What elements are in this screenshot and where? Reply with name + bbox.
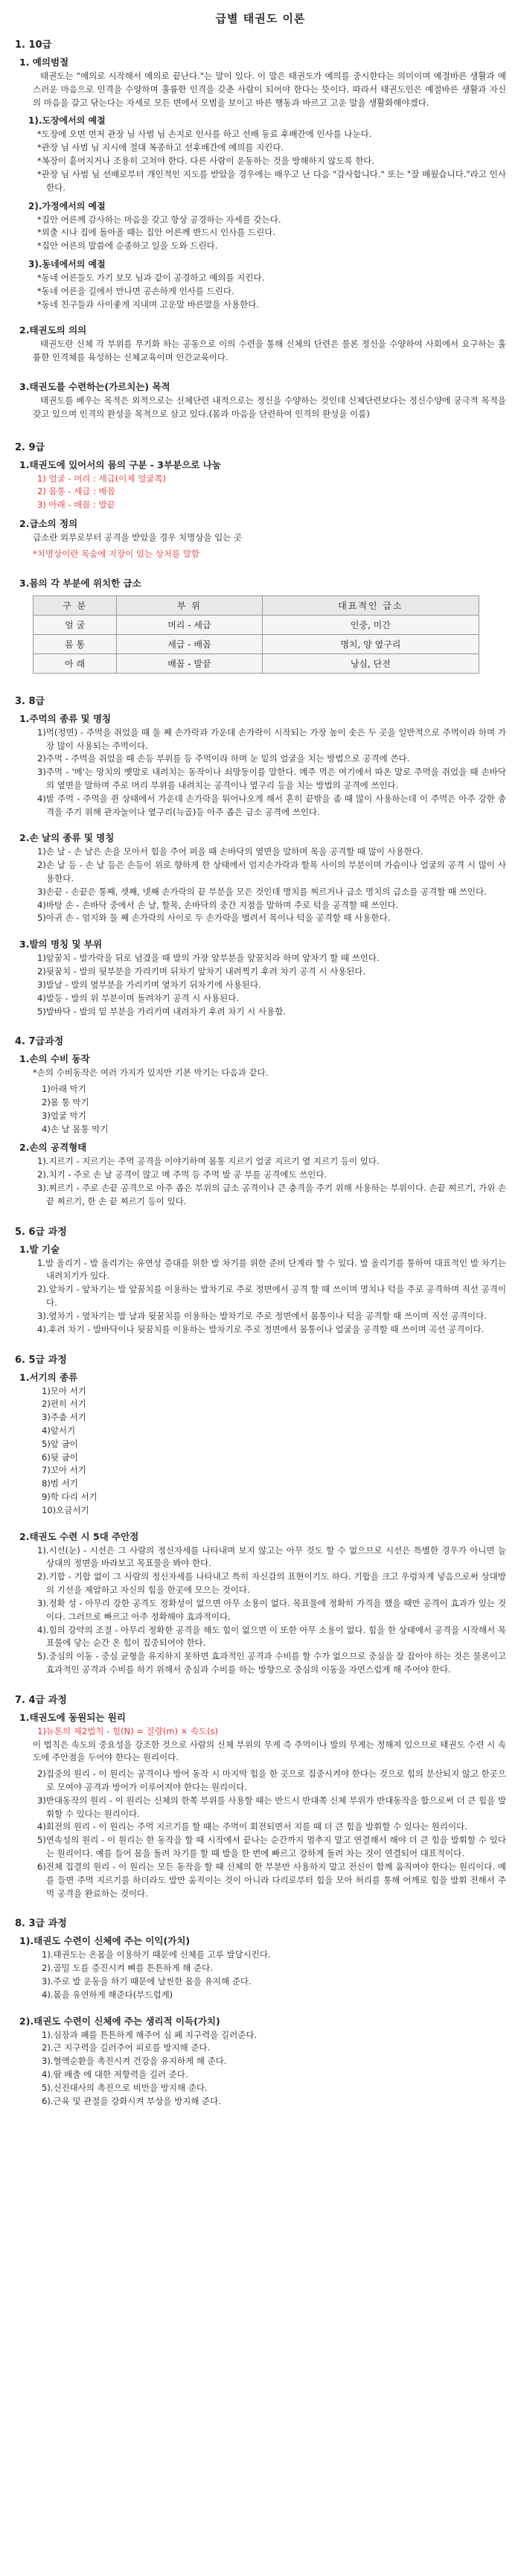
table-cell: 아 래	[33, 653, 117, 673]
subheading-home-etiquette: 2).가정에서의 예절	[28, 200, 106, 211]
subheading-neighborhood-etiquette: 3).동네에서의 예절	[28, 258, 106, 269]
table-cell: 낭심, 단전	[262, 653, 479, 673]
list-item: 4).후려 차기 - 발바닥이나 뒷꿈치를 이용하는 발차기로 주로 정면에서 몸통이나 얼굴을 공격할 때 쓰이며 곡선 공격이다.	[37, 1323, 485, 1335]
list-item: 3).혈액순환을 촉진시켜 건강을 유지하게 해 준다.	[42, 2056, 227, 2067]
subheading-dojang-etiquette: 1).도장에서의 예절	[28, 115, 106, 127]
list-item: 3)손끝 - 손끝은 통째, 셋째, 넷째 손가락의 끝 부분을 모은 것인데 명치를 찌르거나 급소 명치의 급소를 공격할 때 쓰인다.	[37, 886, 487, 897]
table-header-cell: 부 위	[117, 595, 263, 615]
list-item: 3)주춤 서기	[42, 1412, 86, 1423]
list-item: *관장 님 사범 님 지시에 절대 복종하고 선후배간에 예의를 지킨다.	[37, 142, 284, 153]
section-heading-8급: 3. 8급	[15, 695, 45, 707]
paragraph-etiquette: 태권도는 "예의로 시작해서 예의로 끝난다."는 말이 있다. 이 말은 태권도가 예의를 중시한다는 의미이며 예절바른 생활과 예스러운 마음으로 인격을 수양하며 훌륭한 인격을 갖춘 사람이 되어야 한다는 뜻이다. 따라서 태권도인은 예절바른 생활과 자신의 마음을 갈고 닦는다는 자세로 모든 면에서 모범을 보이고 바른 행동과 바르고 고운 말을 생활화해야겠다.	[33, 71, 506, 108]
paragraph-vital-note: *치명상이란 목숨에 지장이 있는 상처를 말함	[33, 548, 199, 559]
table-row	[33, 634, 479, 653]
list-item: 2)뒷꿈치 - 발의 뒷부분을 가리키며 뒤차기 앞차기 내려찍기 후려 차기 공격 시 사용된다.	[37, 966, 366, 977]
list-item: 3) 아래 - 배꼽 : 발끝	[37, 499, 115, 511]
subheading-fist-types: 1.주먹의 종류 및 명칭	[19, 712, 112, 724]
list-item: 4)손 날 몸통 막기	[42, 1123, 109, 1134]
list-item: 2)몸 통 막기	[42, 1096, 89, 1108]
list-item: 1.발 올리기 - 발 올리기는 유연성 증대를 위한 발 차기를 위한 준비 단계라 할 수 있다. 발 올리기를 통하여 대표적인 발 차기는 내려치기가 있다.	[37, 1257, 506, 1282]
subheading-hand-attack: 2.손의 공격형태	[19, 1142, 87, 1154]
list-item: 1)먹(정면) - 주먹을 쥐었을 때 둘 째 손가락과 가운데 손가락이 시작되는 가장 높이 솟은 두 곳을 일반적으로 주먹이라 하며 가장 많이 사용되는 주먹이다.	[37, 726, 506, 751]
list-item: 3).주로 발 운동을 하기 때문에 날씬한 몸을 유지해 준다.	[42, 1975, 252, 1987]
list-item: 2).골밀 도를 증진시켜 뼈를 튼튼하게 해 준다.	[42, 1963, 213, 1974]
list-item: *도장에 오면 먼저 관장 님 사범 님 손지로 인사를 하고 선배 동료 후배간에 인사를 나눈다.	[37, 129, 372, 140]
list-item: 6).근육 및 관절을 강화시켜 부상을 방지해 준다.	[42, 2095, 222, 2106]
subheading-physiological-benefits: 2).태권도 수련이 신체에 주는 생리적 이득(가치)	[19, 2015, 220, 2027]
list-item: 5)아귀 손 - 엄지와 둘 째 손가락의 사이로 두 손가락을 벌려서 목이나 턱을 공격할 때 사용한다.	[37, 913, 391, 924]
list-item: 4).땀 배출 에 대한 저항력을 길러 준다.	[42, 2069, 188, 2080]
list-item: 7)꼬아 서기	[42, 1465, 86, 1476]
section-heading-7급: 4. 7급과정	[15, 1036, 64, 1048]
document-page	[15, 0, 506, 2108]
list-item: 4)발등 - 발의 위 부분이며 돌려차기 공격 시 사용된다.	[37, 992, 240, 1003]
table-cell: 머리 - 세급	[117, 615, 263, 634]
subheading-hand-blade: 2.손 날의 종류 및 명칭	[19, 832, 115, 844]
table-cell: 명치, 양 옆구리	[262, 634, 479, 653]
subheading-hand-defense: 1.손의 수비 동작	[19, 1053, 90, 1065]
subheading-body-benefits: 1).태권도 수련이 신체에 주는 이익(가치)	[19, 1935, 191, 1947]
vital-points-table	[33, 595, 479, 674]
list-item: *동네 어른들도 가기 보모 님과 같이 공경하고 예의를 지킨다.	[37, 272, 265, 283]
subheading-foot-skills: 1.발 기술	[19, 1243, 60, 1255]
table-cell: 몸 통	[33, 634, 117, 653]
list-item: 1).심장과 폐를 튼튼하게 해주어 심 폐 지구력을 길러준다.	[42, 2029, 258, 2040]
list-item: *집안 어른께 감사하는 마음을 갖고 항상 공경하는 자세를 갖는다.	[37, 214, 281, 225]
list-item: 10)오금서기	[42, 1504, 89, 1515]
subheading-etiquette: 1. 예의범절	[19, 57, 69, 68]
paragraph-meaning: 태권도란 신체 각 부위를 무기화 하는 공동으로 이의 수련을 통해 신체의 단련은 물론 정신을 수양하여 사회에서 요구하는 훌륭한 인격체를 육성하는 신체교육이며 인간교육이다.	[33, 339, 506, 363]
list-item: 5)연속성의 원리 - 이 원리는 한 동작을 할 때 시작에서 끝나는 순간까지 멈추지 말고 연결해서 해야 더 큰 힘을 발휘할 수 있다는 원리이다. 예를 들어 몸을 돌려 차기를 할 때 발을 한 번에 빠르고 강하게 돌려 차는 것이 연결되어 대표적이다.	[37, 1835, 506, 1859]
list-item: 4)앞서기	[42, 1425, 76, 1436]
list-item: 1).시선(눈) - 시선은 그 사람의 정신자세를 나타내며 보지 않고는 아무 것도 할 수 없으므로 시선은 특별한 경우가 아니면 늘 상대의 정면을 바라보고 목표물을 봐야 한다.	[37, 1544, 506, 1569]
list-item: 1)손 날 - 손 날은 손을 모아서 힘을 주어 펴을 때 손바닥의 옆면을 말하며 목을 공격할 때 많이 사용한다.	[37, 846, 423, 857]
list-item: 1)앞꿈치 - 발가락을 뒤로 넘겼을 때 발의 가장 앞부분을 앞꿈치라 하며 앞차기 할 때 쓰인다.	[37, 953, 380, 964]
subheading-foot-parts: 3.발의 명칭 및 부위	[19, 939, 103, 950]
list-item: 5).중심의 이동 - 중심 균형을 유지하지 못하면 효과적인 공격과 수비를 할 수가 없으므로 중심을 잘 잡아야 하는 것은 물론이고 효과적인 공격과 수비를 하기 위해서 중심과 수비를 하는 방향으로 중심의 이동을 자연스럽게 해 주어야 한다.	[37, 1651, 506, 1675]
paragraph-vital-point: 급소란 외부로부터 공격을 받았을 경우 치명상을 입는 곳	[33, 532, 243, 543]
list-item: 6)뒷 굽이	[42, 1451, 78, 1463]
list-item: 3)반대동작의 원리 - 이 원리는 신체의 한쪽 부위를 사용할 때는 반드시 반대쪽 신체 부위가 반대동작을 함으로써 더 큰 힘을 발휘할 수 있다는 원리이다.	[37, 1794, 506, 1819]
list-item: *관장 님 사범 님 선배로부터 개인적인 지도를 받았을 경우에는 배우고 난 다음 "감사합니다." 또는 "잘 배웠습니다."라고 인사한다.	[37, 168, 506, 193]
list-item: *복장이 흩어지거나 조용히 고쳐야 한다. 다른 사람이 운동하는 것을 방해하지 않도록 한다.	[37, 156, 375, 167]
subheading-meaning: 2.태권도의 의의	[19, 325, 87, 336]
table-header-cell: 구 분	[33, 595, 117, 615]
list-item: 1).태권도는 온몸을 이용하기 때문에 신체를 고루 발달시킨다.	[42, 1949, 271, 1960]
list-item: 2).앞차기 - 앞차기는 발 앞꿈치를 이용하는 발차기로 주로 정면에서 공격 할 때 쓰이며 명치나 턱을 주로 공격하며 직선 공격이다.	[37, 1284, 506, 1308]
list-item: 3).찌르기 - 주로 손끝 공격으로 아주 좁은 부위의 급소 공격이나 큰 충격을 주기 위해 사용하는 부위이다. 손끝 찌르기, 가위 손끝 찌르기, 한 손 끝 찌르기 등이 있다.	[37, 1183, 506, 1206]
list-item: 2)집중의 원리 - 이 원리는 공격이나 방어 동작 시 마지막 힘을 한 곳으로 집중시켜야 한다는 것으로 힘의 분산되지 않고 한곳으로 모여야 공격과 방어가 이루어져야 한다는 원리이다.	[37, 1768, 506, 1792]
subheading-vital-point-def: 2.급소의 정의	[19, 518, 78, 530]
subheading-principles: 1.태권도에 동원되는 원리	[19, 1711, 126, 1723]
table-row	[33, 615, 479, 634]
list-item: 5)발바닥 - 발의 밑 부분을 가리키며 내려차기 후려 차기 시 사용함.	[37, 1006, 286, 1017]
list-item: 8)범 서기	[42, 1478, 78, 1489]
section-heading-5급: 6. 5급 과정	[15, 1354, 67, 1366]
list-item: 2).치기 - 주로 손 날 공격이 많고 메 주먹 등 주먹 발 공 부를 공격에도 쓰인다.	[37, 1169, 327, 1180]
subheading-five-points: 2.태권도 수련 시 5대 주안점	[19, 1530, 139, 1542]
list-item: 4)회전의 원리 - 이 원리는 주먹 지르기를 할 때는 주먹이 회전되면서 지를 때 더 큰 힘을 발휘할 수 있다는 원리이다.	[37, 1821, 467, 1832]
paragraph-defense: *손의 수비동작은 여러 가지가 있지만 기본 막기는 다음과 같다.	[33, 1067, 269, 1078]
subheading-body-parts: 1.태권도에 있어서의 몸의 구분 - 3부분으로 나눔	[19, 458, 221, 470]
paragraph-newton: 이 법칙은 속도의 중요성을 강조한 것으로 사람의 신체 부위의 무게 즉 주먹이나 발의 무게는 정해져 있으므로 태권도 수련 시 속도에 주안점을 두어야 한다는 원리이다.	[33, 1739, 507, 1763]
list-item: 2)손 날 등 - 손 날 등은 손등이 위로 향하게 한 상태에서 엄지손가락과 할목 사이의 부분이며 가슴이나 얼굴의 공격 시 많이 사용한다.	[37, 860, 506, 883]
table-row	[33, 653, 479, 673]
list-item: 3).옆차기 - 옆차기는 발 날과 뒷꿈치를 이용하는 발차기로 주로 정면에서 몸통이나 턱을 공격할 때 쓰이며 직선 공격이다.	[37, 1310, 487, 1321]
list-item: 4)바탕 손 - 손바닥 중에서 손 날, 할목, 손바닥의 중간 지점을 말하며 주로 턱을 공격할 때 쓰인다.	[37, 899, 399, 910]
list-item: 2)주먹 - 주먹을 쥐었을 때 손등 부위를 등 주먹이라 하며 눈 밑의 얼굴을 치는 방법으로 공격에 쓴다.	[37, 753, 410, 764]
list-item: *동네 어른을 길에서 만나면 공손하게 인사를 드린다.	[37, 285, 234, 296]
list-item: 1)아래 막기	[42, 1084, 86, 1095]
table-cell: 얼 굴	[33, 615, 117, 634]
list-item: 5)앞 굽이	[42, 1438, 78, 1449]
list-item: *집안 어른의 말씀에 순종하고 일을 도와 드린다.	[37, 240, 218, 252]
table-cell: 배꼽 - 발끝	[117, 653, 263, 673]
list-item: 2).기합 - 기합 없이 그 사람의 정신자세를 나타내고 특히 자신감의 표현이기도 하다. 기합을 크고 우렁차게 넣음으로써 상대방의 기선을 제압하고 자신의 힘을 한곳에 모으는 것이다.	[37, 1571, 506, 1596]
list-item: 6)전체 집결의 원리 - 이 원리는 모든 동작을 할 때 신체의 한 부분만 사용하지 말고 전신이 함께 움직여야 한다는 원리이다. 예를 들면 주먹 지르기를 하더라도 발만 움직이는 것이 아니라 다리로부터 힘을 모아 허리를 통해 어깨로 힘을 발휘 전해서 주먹 공격을 완료하는 것이다.	[37, 1861, 506, 1899]
list-item: 1)모아 서기	[42, 1385, 86, 1396]
list-item: 4).힘의 강약의 조절 - 아무리 정확한 공격을 해도 힘이 없으면 이 또한 아무 소용이 없다. 힘을 한 상태에서 공격을 시작해서 목표물에 닿는 순간 온 힘이 집중되어야 한다.	[37, 1624, 506, 1649]
document-title: 급별 태권도 이론	[215, 12, 306, 25]
list-item: 2) 몸통 - 세급 : 배꼽	[37, 486, 115, 497]
list-item: 5).신진대사의 촉진으로 비만을 방지해 준다.	[42, 2082, 208, 2093]
section-heading-10급: 1. 10급	[15, 39, 52, 51]
table-cell: 세급 - 배꼽	[117, 634, 263, 653]
list-item: *동네 친구들과 사이좋게 지내며 고운말 바른말을 사용한다.	[37, 298, 259, 310]
subheading-vital-points-table: 3.몸의 각 부분에 위치한 급소	[19, 577, 141, 589]
list-item: 3)주먹 - '메'는 망치의 옛말로 내려치는 동작이나 쇠망둥이를 말한다. 메주 먹은 여기에서 따온 말로 주먹을 쥐었을 때 손바닥의 옆면을 말하며 주로 머리 부위를 내려치는 공격이나 옆구리 등을 치는 방법의 공격에 쓰인다.	[37, 767, 506, 790]
section-heading-6급: 5. 6급 과정	[15, 1226, 67, 1238]
subheading-purpose: 3.태권도를 수련하는(가르치는) 목적	[19, 381, 170, 392]
list-item: 1)뉴톤의 제2법칙 - 힘(N) = 질량(m) × 속도(s)	[37, 1725, 219, 1736]
list-item: 1).지르기 - 지르기는 주먹 공격을 이야기하며 몸통 지르기 얼굴 지르기 옆 지르기 등이 있다.	[37, 1156, 380, 1167]
subheading-stances: 1.서기의 종류	[19, 1371, 78, 1383]
section-heading-9급: 2. 9급	[15, 441, 45, 453]
list-item: 1) 얼굴 - 머리 : 세급(이제 얼굴쪽)	[37, 473, 166, 484]
list-item: 3).정확 성 - 아무리 강한 공격도 정확성이 없으면 아무 소용이 없다. 목표물에 정확히 가격을 했을 때만 공격이 효과가 있는 것이다. 그러므로 빠르고 아주 정확해야 효과적이다.	[37, 1597, 506, 1622]
list-item: *외출 시나 집에 돌아올 때는 집안 어른께 반드시 인사를 드린다.	[37, 227, 276, 238]
section-heading-4급: 7. 4급 과정	[15, 1694, 67, 1706]
table-cell: 인중, 미간	[262, 615, 479, 634]
list-item: 9)학 다리 서기	[42, 1492, 98, 1502]
list-item: 2)편히 서기	[42, 1399, 86, 1410]
list-item: 4)밤 주먹 - 주먹을 쥔 상태에서 가운데 손가락을 튀어나오게 해서 혼히 끝밖을 좀 때 많이 사용하는데 이 주먹은 아주 강한 충격을 주기 위해 관자놀이나 옆구리(늑골)등 아주 좁은 급소 공격에 쓰인다.	[37, 793, 506, 817]
section-heading-3급: 8. 3급 과정	[15, 1918, 67, 1930]
paragraph-purpose: 태권도를 배우는 목적은 외적으로는 신체단련 내적으로는 정신을 수양하는 것인데 신체단련보다는 정신수양에 궁극적 목적을 갖고 있으며 인격의 완성을 목적으로 삼고 있다.(몸과 마음을 단련하여 인격의 완성을 이룸)	[33, 395, 506, 419]
table-header-cell: 대표적인 급소	[262, 595, 479, 615]
list-item: 4).몸을 유연하게 해준다(부드럽게)	[42, 1989, 173, 2000]
list-item: 3)발날 - 발의 옆부분을 가리키며 옆차기 뒤차기에 사용된다.	[37, 979, 261, 990]
list-item: 2).근 지구력을 길러주어 피로를 방지해 준다.	[42, 2042, 211, 2054]
list-item: 3)얼굴 막기	[42, 1110, 86, 1121]
